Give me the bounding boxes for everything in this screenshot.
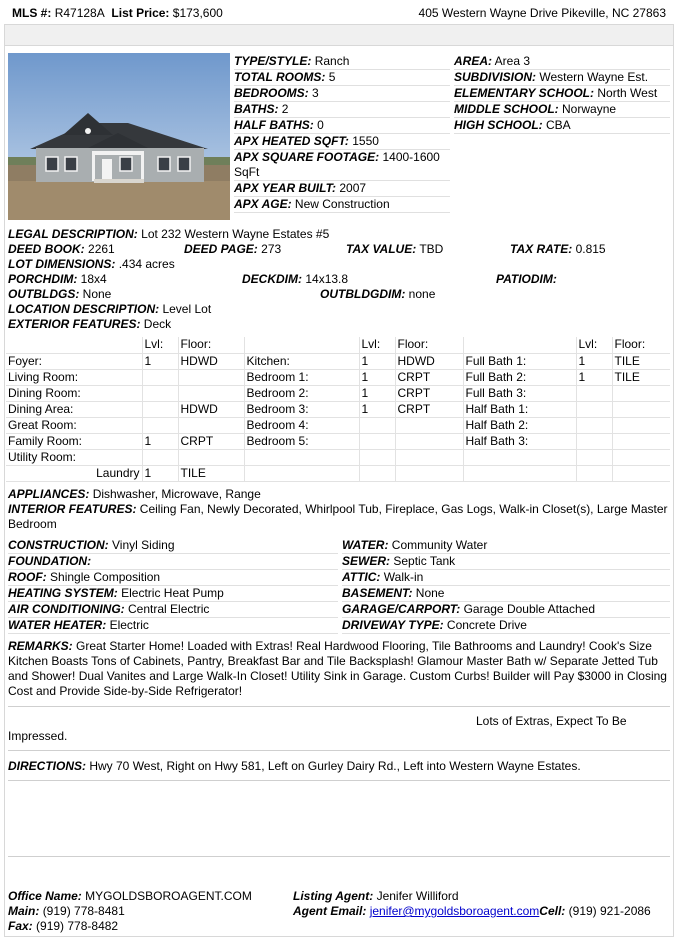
summary-high-school: HIGH SCHOOL: CBA — [454, 118, 670, 134]
room-name: Laundry — [6, 465, 142, 481]
room-level — [359, 449, 395, 465]
room-name: Bedroom 3: — [244, 401, 359, 417]
room-level — [576, 385, 612, 401]
sewer: SEWER: Septic Tank — [342, 554, 670, 570]
room-floor — [612, 433, 670, 449]
room-name — [463, 465, 576, 481]
room-floor — [395, 449, 463, 465]
tax-rate: TAX RATE: 0.815 — [510, 242, 606, 256]
lvl-header: Lvl: — [142, 337, 178, 353]
remarks: REMARKS: Great Starter Home! Loaded with Extras! Real Hardwood Flooring, Tile Bathrooms and Laundry! Cook's Size Kitchen Boasts Tons of Cabinets, Pantry, Breakfast Bar and Tile Backsplash! Glamour Master Bath w/ Separate Jetted Tub and Shower! Dual Vanites and Large Walk-In Closet! Utility Sink in Garage. Custom Curbs! Builder will Pay $3000 in Closing Cost and Provide Side-by-Side Refrigerator! — [8, 639, 667, 698]
table-row — [6, 401, 670, 417]
tax-value: TAX VALUE: TBD — [346, 242, 444, 256]
office-name: Office Name: MYGOLDSBOROAGENT.COM — [8, 889, 252, 903]
directions: DIRECTIONS: Hwy 70 West, Right on Hwy 581, Left on Gurley Dairy Rd., Left into Western Wayne Estates. — [8, 759, 581, 773]
room-level — [576, 449, 612, 465]
garage-carport: GARAGE/CARPORT: Garage Double Attached — [342, 602, 670, 618]
room-name: Half Bath 1: — [463, 401, 576, 417]
room-floor: TILE — [612, 369, 670, 385]
deed-page: DEED PAGE: 273 — [184, 242, 282, 256]
house-photo-image — [8, 53, 230, 220]
room-level — [576, 433, 612, 449]
summary-half-baths: HALF BATHS: 0 — [234, 118, 450, 134]
divider — [8, 750, 670, 751]
room-name: Foyer: — [6, 353, 142, 369]
section-bar — [4, 24, 674, 46]
room-name: Kitchen: — [244, 353, 359, 369]
room-name: Family Room: — [6, 433, 142, 449]
room-floor: CRPT — [395, 369, 463, 385]
extras-line-1: Lots of Extras, Expect To Be — [476, 714, 627, 728]
room-floor: TILE — [178, 465, 244, 481]
room-level — [576, 465, 612, 481]
room-level: 1 — [142, 353, 178, 369]
room-level: 1 — [359, 401, 395, 417]
room-level — [142, 369, 178, 385]
room-name: Bedroom 1: — [244, 369, 359, 385]
room-floor — [178, 417, 244, 433]
foundation: FOUNDATION: — [8, 554, 338, 570]
table-row — [6, 385, 670, 401]
room-level — [359, 465, 395, 481]
rooms-header-row — [6, 337, 670, 353]
floor-header: Floor: — [612, 337, 670, 353]
driveway-type: DRIVEWAY TYPE: Concrete Drive — [342, 618, 670, 634]
room-level — [576, 417, 612, 433]
room-name: Half Bath 2: — [463, 417, 576, 433]
summary-subdivision: SUBDIVISION: Western Wayne Est. — [454, 70, 670, 86]
divider — [8, 780, 670, 781]
room-floor: HDWD — [395, 353, 463, 369]
summary-square-footage-unit: SqFt — [234, 165, 450, 181]
agent-email-label: Agent Email: — [293, 904, 367, 918]
room-level: 1 — [142, 433, 178, 449]
lot-dimensions: LOT DIMENSIONS: .434 acres — [8, 257, 175, 271]
room-level: 1 — [576, 369, 612, 385]
room-name: Half Bath 3: — [463, 433, 576, 449]
room-name — [463, 449, 576, 465]
room-floor — [395, 433, 463, 449]
room-level — [576, 401, 612, 417]
summary-type: TYPE/STYLE: Ranch — [234, 54, 450, 70]
room-floor — [178, 449, 244, 465]
attic: ATTIC: Walk-in — [342, 570, 670, 586]
agent-email-line — [293, 904, 651, 920]
room-floor: CRPT — [395, 401, 463, 417]
air-conditioning: AIR CONDITIONING: Central Electric — [8, 602, 338, 618]
summary-heated-sqft: APX HEATED SQFT: 1550 — [234, 134, 450, 150]
water: WATER: Community Water — [342, 538, 670, 554]
room-level — [142, 449, 178, 465]
table-row — [6, 417, 670, 433]
water-heater: WATER HEATER: Electric — [8, 618, 338, 634]
heating-system: HEATING SYSTEM: Electric Heat Pump — [8, 586, 338, 602]
property-photo — [8, 53, 230, 220]
price-value: $173,600 — [172, 6, 223, 20]
summary-bedrooms: BEDROOMS: 3 — [234, 86, 450, 102]
office-main-phone: Main: (919) 778-8481 — [8, 904, 125, 918]
room-floor — [612, 465, 670, 481]
floor-header: Floor: — [178, 337, 244, 353]
room-name — [244, 449, 359, 465]
room-name: Bedroom 5: — [244, 433, 359, 449]
room-floor — [395, 465, 463, 481]
room-level — [142, 401, 178, 417]
listing-agent: Listing Agent: Jenifer Williford — [293, 889, 459, 903]
room-floor: HDWD — [178, 353, 244, 369]
room-floor: CRPT — [178, 433, 244, 449]
room-level: 1 — [142, 465, 178, 481]
listing-header — [8, 4, 674, 22]
deck-dim: DECKDIM: 14x13.8 — [242, 272, 349, 286]
room-floor — [612, 401, 670, 417]
room-floor — [395, 417, 463, 433]
room-name: Full Bath 3: — [463, 385, 576, 401]
location-description: LOCATION DESCRIPTION: Level Lot — [8, 302, 212, 316]
summary-middle-school: MIDDLE SCHOOL: Norwayne — [454, 102, 670, 118]
patio-dim: PATIODIM: — [496, 272, 557, 286]
table-row — [6, 449, 670, 465]
summary-area: AREA: Area 3 — [454, 54, 670, 70]
rooms-table — [6, 337, 670, 482]
room-name: Dining Room: — [6, 385, 142, 401]
room-floor: HDWD — [178, 401, 244, 417]
table-row — [6, 465, 670, 481]
room-name — [244, 465, 359, 481]
room-floor — [178, 385, 244, 401]
porch-dim: PORCHDIM: 18x4 — [8, 272, 107, 286]
outbuilding-dim: OUTBLDGDIM: none — [320, 287, 436, 301]
mls-value: R47128A — [54, 6, 105, 20]
appliances: APPLIANCES: Dishwasher, Microwave, Range — [8, 487, 261, 501]
property-address: 405 Western Wayne Drive Pikeville, NC 27863 — [418, 6, 666, 20]
exterior-features: EXTERIOR FEATURES: Deck — [8, 317, 172, 331]
room-name: Dining Area: — [6, 401, 142, 417]
room-name: Living Room: — [6, 369, 142, 385]
room-level — [359, 417, 395, 433]
interior-features: INTERIOR FEATURES: Ceiling Fan, Newly Decorated, Whirlpool Tub, Fireplace, Gas Logs, Walk-in Closet(s), Large Master Bedroom — [8, 502, 668, 531]
room-level: 1 — [359, 369, 395, 385]
extras-line-2: Impressed. — [8, 729, 68, 743]
summary-square-footage: APX SQUARE FOOTAGE: 1400-1600 — [234, 150, 440, 164]
price-label: List Price: — [111, 6, 170, 20]
construction: CONSTRUCTION: Vinyl Siding — [8, 538, 338, 554]
room-level: 1 — [359, 353, 395, 369]
room-floor — [612, 385, 670, 401]
room-name: Great Room: — [6, 417, 142, 433]
cell-label: Cell: — [539, 904, 566, 918]
room-level — [142, 385, 178, 401]
room-floor: CRPT — [395, 385, 463, 401]
basement: BASEMENT: None — [342, 586, 670, 602]
summary-age: APX AGE: New Construction — [234, 197, 450, 213]
room-name: Utility Room: — [6, 449, 142, 465]
room-level: 1 — [576, 353, 612, 369]
room-name: Full Bath 2: — [463, 369, 576, 385]
table-row — [6, 369, 670, 385]
roof: ROOF: Shingle Composition — [8, 570, 338, 586]
office-fax: Fax: (919) 778-8482 — [8, 919, 119, 933]
deed-book: DEED BOOK: 2261 — [8, 242, 115, 256]
room-level — [142, 417, 178, 433]
room-floor — [612, 417, 670, 433]
room-floor — [612, 449, 670, 465]
room-level — [359, 433, 395, 449]
mls-price-line — [12, 6, 223, 21]
summary-baths: BATHS: 2 — [234, 102, 450, 118]
room-name: Bedroom 4: — [244, 417, 359, 433]
agent-email-link[interactable]: jenifer@mygoldsboroagent.com — [369, 904, 540, 918]
summary-elementary-school: ELEMENTARY SCHOOL: North West — [454, 86, 670, 102]
summary-total-rooms: TOTAL ROOMS: 5 — [234, 70, 450, 86]
legal-description: LEGAL DESCRIPTION: Lot 232 Western Wayne Estates #5 — [8, 227, 330, 241]
mls-label: MLS #: — [12, 6, 52, 20]
room-name: Full Bath 1: — [463, 353, 576, 369]
floor-header: Floor: — [395, 337, 463, 353]
cell-value: (919) 921-2086 — [568, 904, 651, 918]
room-name: Bedroom 2: — [244, 385, 359, 401]
lvl-header: Lvl: — [576, 337, 612, 353]
room-floor — [178, 369, 244, 385]
divider — [8, 856, 670, 857]
divider — [8, 706, 670, 707]
table-row — [6, 353, 670, 369]
summary-year-built: APX YEAR BUILT: 2007 — [234, 181, 450, 197]
room-floor: TILE — [612, 353, 670, 369]
table-row — [6, 433, 670, 449]
lvl-header: Lvl: — [359, 337, 395, 353]
room-level: 1 — [359, 385, 395, 401]
outbuildings: OUTBLDGS: None — [8, 287, 112, 301]
